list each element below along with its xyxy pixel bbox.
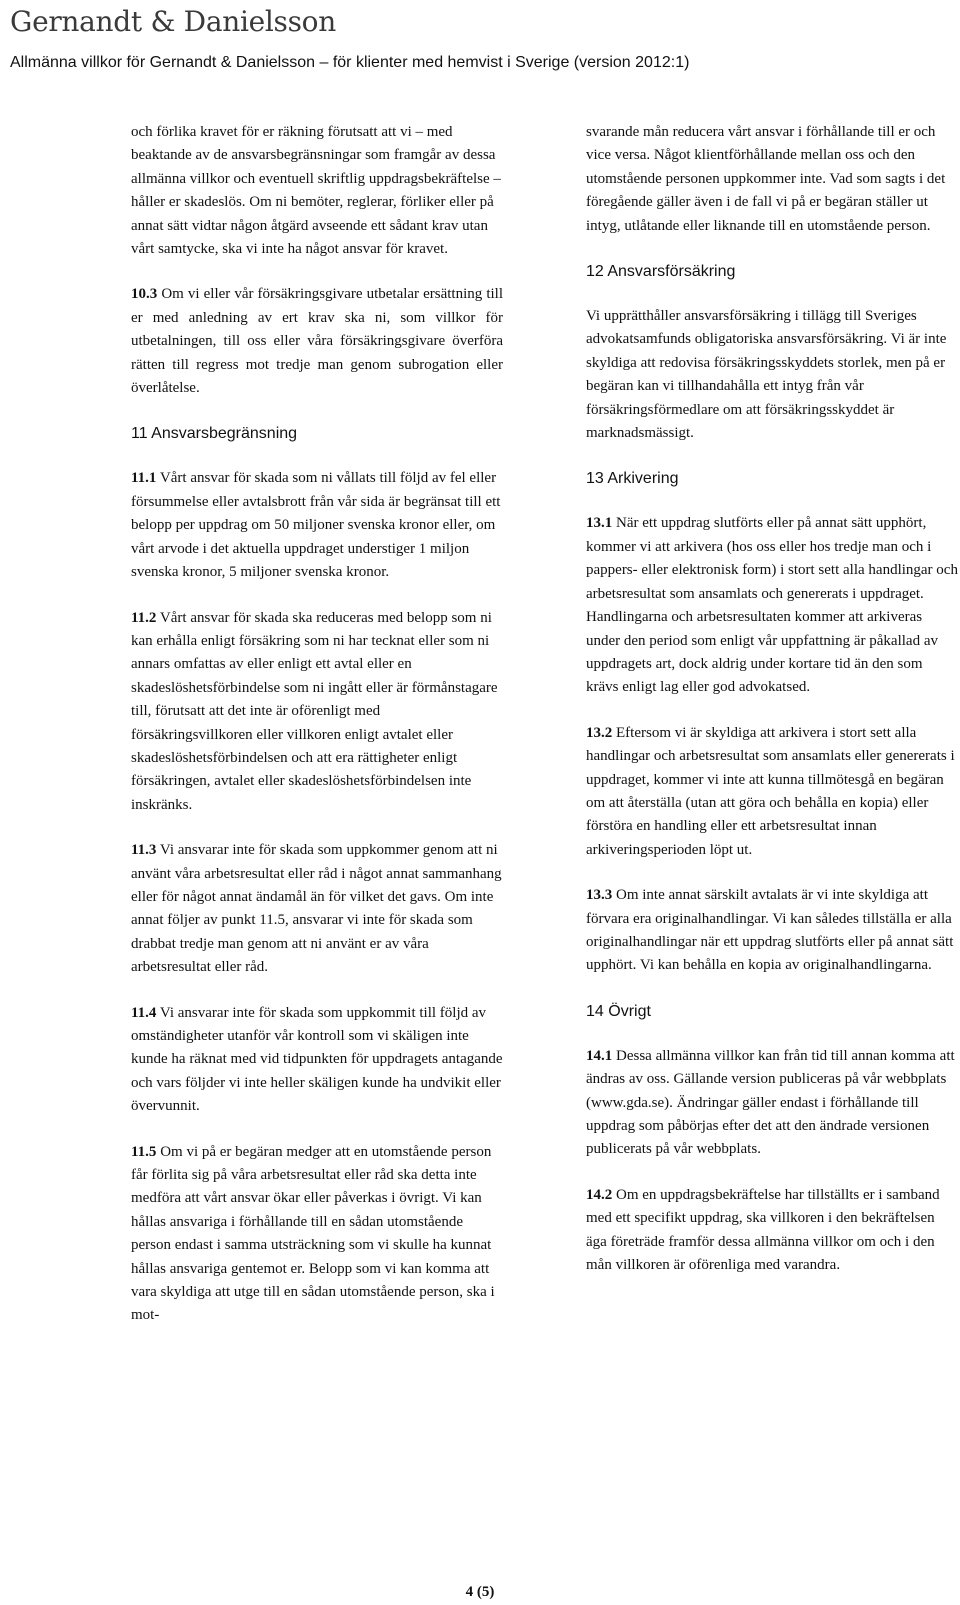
section-heading-11: 11 Ansvarsbegränsning — [131, 425, 298, 443]
clause-number: 10.3 — [131, 286, 158, 303]
paragraph-11-3 — [131, 839, 503, 979]
left-column — [131, 121, 503, 1350]
clause-text: Om inte annat särskilt avtalats är vi inte skyldiga att förvara era originalhandlingar. Vi kan således tillställa er alla originalhandlingar när ett uppdrag slutförts eller på annat sätt upphört. Vi kan behålla en kopia av originalhandlingarna. — [586, 887, 954, 974]
clause-number: 11.5 — [131, 1143, 157, 1160]
clause-text: Eftersom vi är skyldiga att arkivera i stort sett alla handlingar och arbetsresultat som ansamlats eller genererats i uppdraget, kommer vi inte att kunna tillmötesgå en begäran om att återställa (utan att göra och behålla en kopia) eller förstöra en handling eller ett arbetsresultat innan arkiveringsperioden löpt ut. — [586, 724, 955, 858]
clause-text: Dessa allmänna villkor kan från tid till annan komma att ändras av oss. Gällande version publiceras på vår webbplats (www.gda.se). Ändringar gäller endast i förhållande till uppdrag som påbörjas efter det att den ändrade versionen publicerats på vår webbplats. — [586, 1047, 955, 1158]
paragraph-13-1 — [586, 512, 958, 699]
clause-text: Om en uppdragsbekräftelse har tillställts er i samband med ett specifikt uppdrag, ska villkoren i den bekräftelsen äga företräde framför dessa allmänna villkor om och i den mån villkoren är oförenliga med varandra. — [586, 1186, 940, 1274]
clause-number: 14.2 — [586, 1186, 613, 1203]
paragraph-11-5 — [131, 1141, 503, 1328]
paragraph-10-2-continuation: och förlika kravet för er räkning förutsatt att vi – med beaktande av de ansvarsbegränsningar som framgår av dessa allmänna villkor och eventuell skriftlig uppdragsbekräftelse – håller er skadeslös. Om ni bemöter, reglerar, förliker eller på annat sätt vidtar någon åtgärd avseende ett sådant krav utan vårt samtycke, ska vi inte ha något ansvar för kravet. — [131, 124, 501, 258]
clause-number: 14.1 — [586, 1047, 613, 1064]
paragraph-11-1 — [131, 467, 503, 584]
section-heading-13: 13 Arkivering — [586, 470, 679, 488]
clause-text: När ett uppdrag slutförts eller på annat sätt upphört, kommer vi att arkivera (hos oss eller hos tredje man och i pappers- eller elektronisk form) i stort sett alla handlingar och arbetsresultat som ansamlats och genererats i uppdraget. Handlingarna och arbetsresultaten kommer att arkiveras under den period som enligt vår uppfattning är påkallad av uppdragets art, dock aldrig under kortare tid än den som krävs enligt lag eller god advokatsed. — [586, 515, 958, 696]
paragraph-12: Vi upprätthåller ansvarsförsäkring i tillägg till Sveriges advokatsamfunds obligatoriska ansvarsförsäkring. Vi är inte skyldiga att redovisa försäkringsskyddets storlek, men på er begäran kan vi tillhandahålla ett intyg från vår försäkringsförmedlare om att försäkringsskyddet är marknadsmässigt. — [586, 308, 947, 442]
paragraph-14-1 — [586, 1045, 958, 1162]
paragraph-13-2 — [586, 722, 958, 862]
paragraph-10-3 — [131, 283, 503, 400]
section-heading-12: 12 Ansvarsförsäkring — [586, 263, 736, 281]
clause-number: 13.2 — [586, 724, 613, 741]
clause-number: 11.1 — [131, 470, 157, 487]
clause-number: 11.2 — [131, 609, 157, 626]
brand-logo: Gernandt & Danielsson — [10, 5, 336, 38]
clause-text: Vi ansvarar inte för skada som uppkommit till följd av omständigheter utanför vår kontroll som vi skäligen inte kunde ha räknat med vid tidpunkten för uppdragets antagande och vars följder vi inte heller skäligen kunde ha undvikit eller övervunnit. — [131, 1004, 503, 1115]
clause-number: 11.4 — [131, 1004, 157, 1021]
document-title: Allmänna villkor för Gernandt & Danielsson – för klienter med hemvist i Sverige (version 2012:1) — [10, 54, 690, 71]
clause-text: Vårt ansvar för skada som ni vållats till följd av fel eller försummelse eller avtalsbrott från vår sida är begränsat till ett belopp per uppdrag om 50 miljoner svenska kronor eller, om vårt arvode i det aktuella uppdraget understiger 1 miljon svenska kronor, 5 miljoner svenska kronor. — [131, 470, 501, 581]
page-number: 4 (5) — [465, 1584, 495, 1600]
paragraph-11-4 — [131, 1002, 503, 1119]
section-heading-14: 14 Övrigt — [586, 1002, 651, 1020]
paragraph-14-2 — [586, 1184, 958, 1278]
clause-number: 13.1 — [586, 515, 613, 532]
clause-text: Vårt ansvar för skada ska reduceras med belopp som ni kan erhålla enligt försäkring som ni har tecknat eller som ni annars omfattas av eller enligt ett avtal eller en skadeslöshetsförbindelse som ni ingått eller är förmånstagare till, förutsatt att det inte är oförenligt med försäkringsvillkoren eller villkoren enligt avtalet eller skadeslöshetsförbindelsen och att era rättigheter enligt försäkringen, avtalet eller skadeslöshetsförbindelsen inte inskränks. — [131, 609, 498, 813]
paragraph-11-2 — [131, 607, 503, 818]
right-column — [586, 121, 958, 1299]
paragraph-11-5-continuation: svarande mån reducera vårt ansvar i förhållande till er och vice versa. Något klientförhållande mellan oss och den utomstående personen uppkommer inte. Vad som sagts i det föregående gäller även i de fall vi på er begäran ställer ut intyg, utlåtande eller liknande till en utomstående person. — [586, 124, 946, 234]
clause-number: 11.3 — [131, 842, 157, 859]
clause-text: Om vi på er begäran medger att en utomstående person får förlita sig på våra arbetsresultat eller råd ska detta inte medföra att vårt ansvar ökar eller påverkas i övrigt. Vi kan hållas ansvariga i förhållande till en sådan utomstående person endast i samma utsträckning som vi skulle ha kunnat hållas ansvariga gentemot er. Belopp som vi kan komma att vara skyldiga att utge till en sådan utomstående person, ska i mot- — [131, 1143, 495, 1324]
paragraph-13-3 — [586, 884, 958, 978]
clause-text: Om vi eller vår försäkringsgivare utbetalar ersättning till er med anledning av ert krav ska ni, som villkor för utbetalningen, till oss eller våra försäkringsgivare överföra rätten till regress mot tredje man genom subrogation eller överlåtelse. — [131, 286, 503, 397]
clause-text: Vi ansvarar inte för skada som uppkommer genom att ni använt våra arbetsresultat eller råd i något annat sammanhang eller för något annat ändamål än för vilket det gavs. Om inte annat följer av punkt 11.5, ansvarar vi inte för skada som drabbat tredje man genom att ni använt er av våra arbetsresultat eller råd. — [131, 842, 502, 976]
clause-number: 13.3 — [586, 887, 613, 904]
